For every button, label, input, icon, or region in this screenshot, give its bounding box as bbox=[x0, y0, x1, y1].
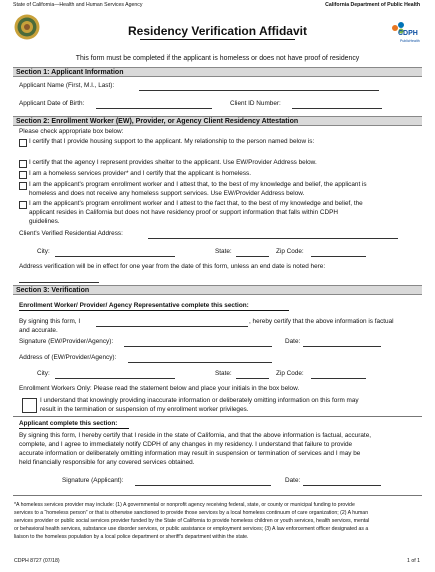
section2-heading: Section 2: Enrollment Worker (EW), Provider, or Agency Client Residency Attestation bbox=[13, 116, 422, 126]
client-state-label: State: bbox=[215, 248, 232, 255]
footnote-line3: services provider or public social services provider funded by the State of California to provide homeless children or youth services, health services, mental bbox=[14, 518, 370, 524]
page-title: Residency Verification Affidavit bbox=[128, 24, 307, 38]
option1-label: I certify that I provide housing support to the applicant. My relationship to the person named below is: bbox=[29, 138, 315, 145]
option2-label: I certify that the agency I represent provides shelter to the applicant. Use EW/Provider Address below. bbox=[29, 159, 317, 166]
applicant-signature-label: Signature (Applicant): bbox=[62, 477, 124, 484]
applicant-dob-field[interactable] bbox=[96, 108, 212, 109]
ew-state-field[interactable] bbox=[236, 378, 269, 379]
client-address-field[interactable] bbox=[148, 238, 398, 239]
client-zip-field[interactable] bbox=[311, 256, 366, 257]
footnote-line4: or behavioral health services, substance use disorder services, or public assistance or employment services; (3) A law enforcement officer designated as a bbox=[14, 526, 369, 532]
applicant-name-field[interactable] bbox=[139, 90, 379, 91]
intro-text: This form must be completed if the applicant is homeless or does not have proof of residency bbox=[75, 55, 360, 62]
option5-checkbox[interactable] bbox=[19, 201, 27, 209]
address-end-date-field[interactable] bbox=[19, 282, 99, 283]
header-right-agency: California Department of Public Health bbox=[325, 2, 420, 8]
ew-signing-start: By signing this form, I bbox=[19, 318, 81, 325]
address-note: Address verification will be in effect for one year from the date of this form, unless an end date is noted here: bbox=[19, 263, 326, 270]
ew-zip-field[interactable] bbox=[311, 378, 366, 379]
ew-signature-field[interactable] bbox=[124, 346, 272, 347]
ew-state-label: State: bbox=[215, 370, 232, 377]
option4-checkbox[interactable] bbox=[19, 182, 27, 190]
ew-only-instructions: Enrollment Workers Only: Please read the statement below and place your initials in the box below. bbox=[19, 385, 300, 392]
check-prompt: Please check appropriate box below: bbox=[19, 128, 124, 135]
option1-checkbox[interactable] bbox=[19, 139, 27, 147]
form-id: CDPH 8727 (07/18) bbox=[14, 558, 60, 564]
applicant-heading-underline bbox=[19, 428, 129, 429]
applicant-signature-field[interactable] bbox=[135, 485, 271, 486]
ew-city-field[interactable] bbox=[55, 378, 175, 379]
applicant-date-field[interactable] bbox=[303, 485, 381, 486]
option5-label-cont2: guidelines. bbox=[29, 218, 60, 225]
footnote-divider bbox=[13, 495, 422, 496]
option3-checkbox[interactable] bbox=[19, 171, 27, 179]
client-city-field[interactable] bbox=[55, 256, 175, 257]
cdph-logo-subtext: PublicHealth bbox=[400, 39, 420, 43]
client-id-label: Client ID Number: bbox=[230, 100, 281, 107]
ew-signing-end: , hereby certify that the above information is factual bbox=[249, 318, 394, 325]
ew-date-field[interactable] bbox=[303, 346, 381, 347]
client-id-field[interactable] bbox=[292, 108, 382, 109]
client-address-label: Client's Verified Residential Address: bbox=[19, 230, 123, 237]
footnote-line1: *A homeless services provider may include: (1) A governmental or nonprofit agency receiving federal, state, or county or municipal funding to provide bbox=[14, 502, 355, 508]
applicant-section-divider bbox=[13, 416, 422, 417]
option4-label: I am the applicant's program enrollment worker and I attest that, to the best of my knowledge and belief, the applicant is bbox=[29, 181, 367, 188]
option5-label-cont1: applicant resides in California but does not have residency proof or support information that falls within CDPH bbox=[29, 209, 339, 216]
applicant-name-label: Applicant Name (First, M.I., Last): bbox=[19, 82, 115, 89]
ew-statement-line1: I understand that knowingly providing inaccurate information or deliberately omitting information on this form may bbox=[40, 397, 359, 404]
title-underline bbox=[140, 39, 295, 40]
ew-name-field[interactable] bbox=[96, 326, 248, 327]
ew-section-heading: Enrollment Worker/ Provider/ Agency Representative complete this section: bbox=[19, 302, 249, 309]
client-city-label: City: bbox=[37, 248, 50, 255]
ew-signing-cont: and accurate. bbox=[19, 327, 58, 334]
applicant-date-label: Date: bbox=[285, 477, 301, 484]
section1-heading: Section 1: Applicant Information bbox=[13, 67, 422, 77]
ew-date-label: Date: bbox=[285, 338, 301, 345]
option5-label: I am the applicant's program enrollment worker and I attest to the fact that, to the best of my knowledge and belief, the bbox=[29, 200, 363, 207]
ew-initials-box[interactable] bbox=[22, 398, 37, 413]
option4-label-cont: homeless and does not receive any homeless support services. Use EW/Provider Address below. bbox=[29, 190, 305, 197]
ew-statement-line2: result in the termination or suspension of my enrollment worker privileges. bbox=[40, 406, 249, 413]
applicant-text-line3: accurate information or deliberately omitting information may result in suspension or termination of services and I may be bbox=[19, 450, 361, 457]
applicant-text-line1: By signing this form, I hereby certify that I reside in the state of California, and that the above information is factual, accurate, bbox=[19, 432, 372, 439]
ew-signature-label: Signature (EW/Provider/Agency): bbox=[19, 338, 114, 345]
cdph-logo-text: CDPH bbox=[398, 30, 418, 37]
ew-address-field[interactable] bbox=[128, 362, 272, 363]
ew-heading-underline bbox=[19, 310, 289, 311]
section3-heading: Section 3: Verification bbox=[13, 285, 422, 295]
footnote-line2: services to a “homeless person” or that is otherwise sanctioned to provide those services by a local homeless continuum of care organization; (2) A human bbox=[14, 510, 369, 516]
ew-city-label: City: bbox=[37, 370, 50, 377]
applicant-text-line4: held financially responsible for any covered services obtained. bbox=[19, 459, 195, 466]
option3-label: I am a homeless services provider* and I certify that the applicant is homeless. bbox=[29, 170, 251, 177]
footnote-line5: liaison to the homeless population by a local police department or sheriff's department within the state. bbox=[14, 534, 249, 540]
option2-checkbox[interactable] bbox=[19, 160, 27, 168]
applicant-section-heading: Applicant complete this section: bbox=[19, 420, 118, 427]
header-left-agency: State of California—Health and Human Services Agency bbox=[13, 2, 143, 8]
ew-zip-label: Zip Code: bbox=[276, 370, 304, 377]
applicant-dob-label: Applicant Date of Birth: bbox=[19, 100, 85, 107]
client-zip-label: Zip Code: bbox=[276, 248, 304, 255]
client-state-field[interactable] bbox=[236, 256, 269, 257]
page-number: 1 of 1 bbox=[407, 558, 420, 564]
ew-address-label: Address of (EW/Provider/Agency): bbox=[19, 354, 117, 361]
applicant-text-line2: complete, and I agree to immediately notify CDPH of any changes in my residency. I understand that failure to provide bbox=[19, 441, 353, 448]
